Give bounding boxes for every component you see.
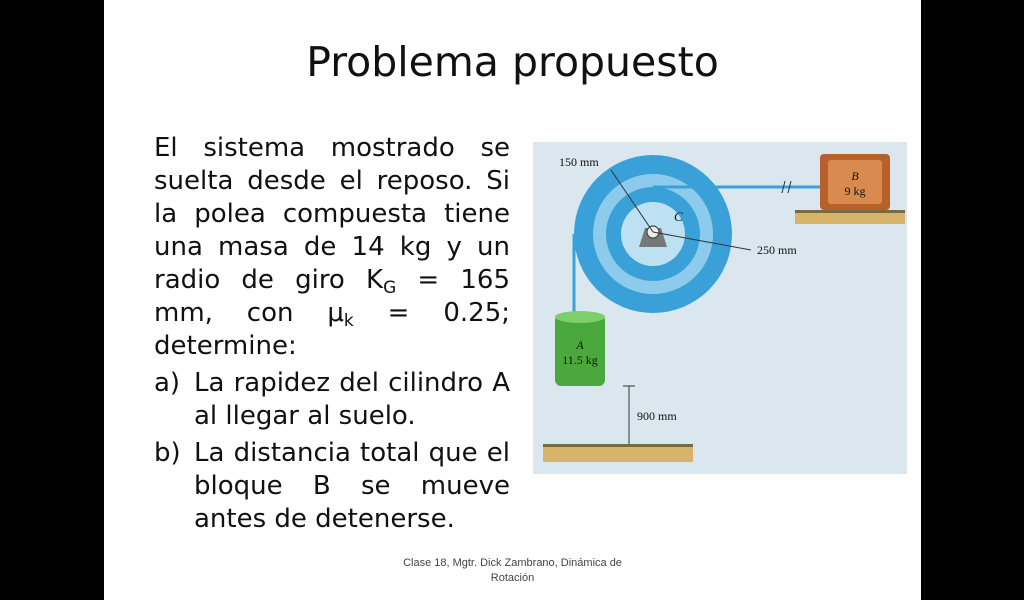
pulley-system-figure <box>533 142 907 474</box>
cylinder-a-label: A <box>576 338 584 352</box>
problem-statement <box>154 132 510 536</box>
block-b-mass: 9 kg <box>844 184 866 198</box>
question-a-text: La rapidez del cilindro A al llegar al suelo. <box>194 368 510 431</box>
footer-line-1: Clase 18, Mgtr. Dick Zambrano, Dinámica de <box>403 557 622 569</box>
slide <box>104 0 921 600</box>
question-b <box>154 437 510 536</box>
statement-intro: El sistema mostrado se suelta desde el reposo. Si la polea compuesta tiene una masa de 14 kg y un radio de giro $K_G = 165$ mm, con $\mu_k = 0.25$; determine: <box>154 133 510 361</box>
pulley-label: C <box>674 209 683 224</box>
block-b-label: B <box>851 169 859 183</box>
inner-radius-dimension: 150 mm <box>559 155 599 169</box>
cylinder-a-mass: 11.5 kg <box>562 353 598 367</box>
question-b-text: La distancia total que el bloque B se mueve antes de detenerse. <box>194 438 510 534</box>
footer-line-2: Rotación <box>490 572 535 584</box>
question-a <box>154 367 510 433</box>
question-a-label: a) <box>154 368 181 398</box>
question-b-label: b) <box>154 438 181 468</box>
outer-radius-dimension: 250 mm <box>757 243 797 257</box>
drop-dimension: 900 mm <box>637 409 677 423</box>
slide-footer <box>104 556 921 586</box>
slide-title: Problema propuesto <box>306 38 719 86</box>
